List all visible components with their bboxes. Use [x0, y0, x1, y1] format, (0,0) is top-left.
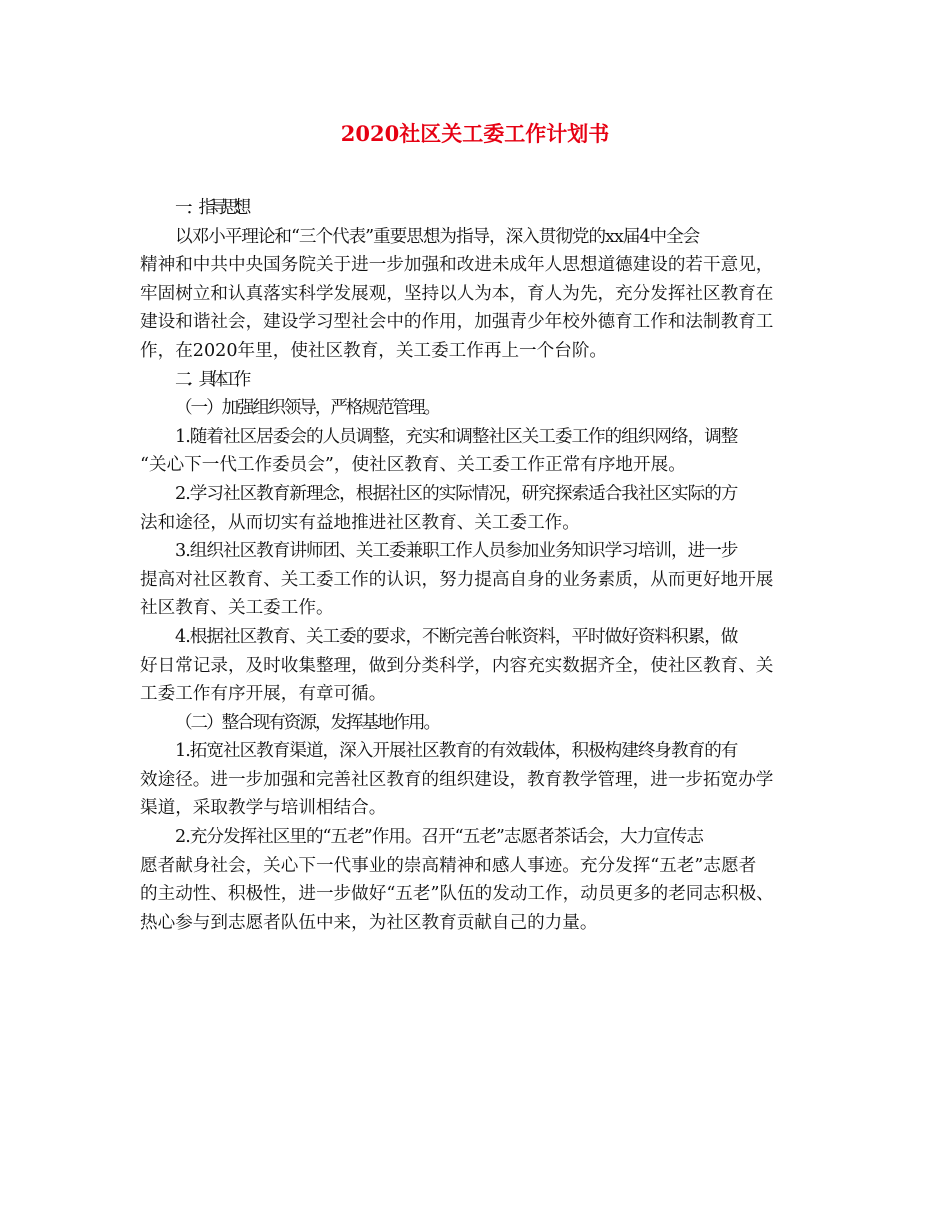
- text-line: 2.学习社区教育新理念，根据社区的实际情况，研究探索适合我社区实际的方: [175, 483, 738, 504]
- document-body: [140, 194, 820, 937]
- text-line: 工委工作有序开展，有章可循。: [140, 684, 387, 705]
- text-line: “关心下一代工作委员会”，使社区教育、关工委工作正常有序地开展。: [140, 455, 686, 476]
- text-line: 作，在2020年里，使社区教育，关工委工作再上一个台阶。: [140, 340, 608, 361]
- text-line: 4.根据社区教育、关工委的要求，不断完善台帐资料，平时做好资料积累，做: [175, 626, 738, 647]
- text-line: 一．指导思想: [175, 198, 246, 218]
- text-line: 的主动性、积极性，进一步做好“五老”队伍的发动工作，动员更多的老同志积极、: [140, 884, 774, 905]
- text-line: 效途径。进一步加强和完善社区教育的组织建设，教育教学管理，进一步拓宽办学: [140, 769, 774, 790]
- text-line: （二）整合现有资源，发挥基地作用。: [175, 712, 440, 733]
- text-line: 社区教育、关工委工作。: [140, 598, 334, 619]
- text-line: 二．具体工作: [175, 369, 246, 390]
- text-line: 3.组织社区教育讲师团、关工委兼职工作人员参加业务知识学习培训，进一步: [175, 541, 738, 562]
- text-line: 好日常记录，及时收集整理，做到分类科学，内容充实数据齐全，使社区教育、关: [140, 655, 774, 676]
- text-line: （一）加强组织领导，严格规范管理。: [175, 398, 440, 419]
- text-line: 建设和谐社会，建设学习型社会中的作用，加强青少年校外德育工作和法制教育工: [140, 312, 774, 333]
- text-line: 牢固树立和认真落实科学发展观，坚持以人为本，育人为先，充分发挥社区教育在: [140, 283, 774, 304]
- text-line: 2.充分发挥社区里的“五老”作用。召开“五老”志愿者茶话会，大力宣传志: [175, 827, 703, 848]
- page-title: 2020社区关工委工作计划书: [340, 121, 610, 146]
- text-line: 以邓小平理论和“三个代表”重要思想为指导，深入贯彻党的xx届4中全会: [175, 226, 700, 247]
- text-line: 1.拓宽社区教育渠道，深入开展社区教育的有效载体，积极构建终身教育的有: [175, 741, 738, 762]
- text-line: 精神和中共中央国务院关于进一步加强和改进未成年人思想道德建设的若干意见，: [140, 255, 774, 276]
- text-line: 渠道，采取教学与培训相结合。: [140, 798, 387, 819]
- text-line: 法和途径，从而切实有益地推进社区教育、关工委工作。: [140, 512, 580, 533]
- text-line: 热心参与到志愿者队伍中来，为社区教育贡献自己的力量。: [140, 912, 598, 933]
- text-line: 1.随着社区居委会的人员调整，充实和调整社区关工委工作的组织网络，调整: [175, 426, 738, 447]
- text-line: 提高对社区教育、关工委工作的认识，努力提高自身的业务素质，从而更好地开展: [140, 569, 774, 590]
- text-line: 愿者献身社会，关心下一代事业的崇高精神和感人事迹。充分发挥“五老”志愿者: [140, 855, 757, 876]
